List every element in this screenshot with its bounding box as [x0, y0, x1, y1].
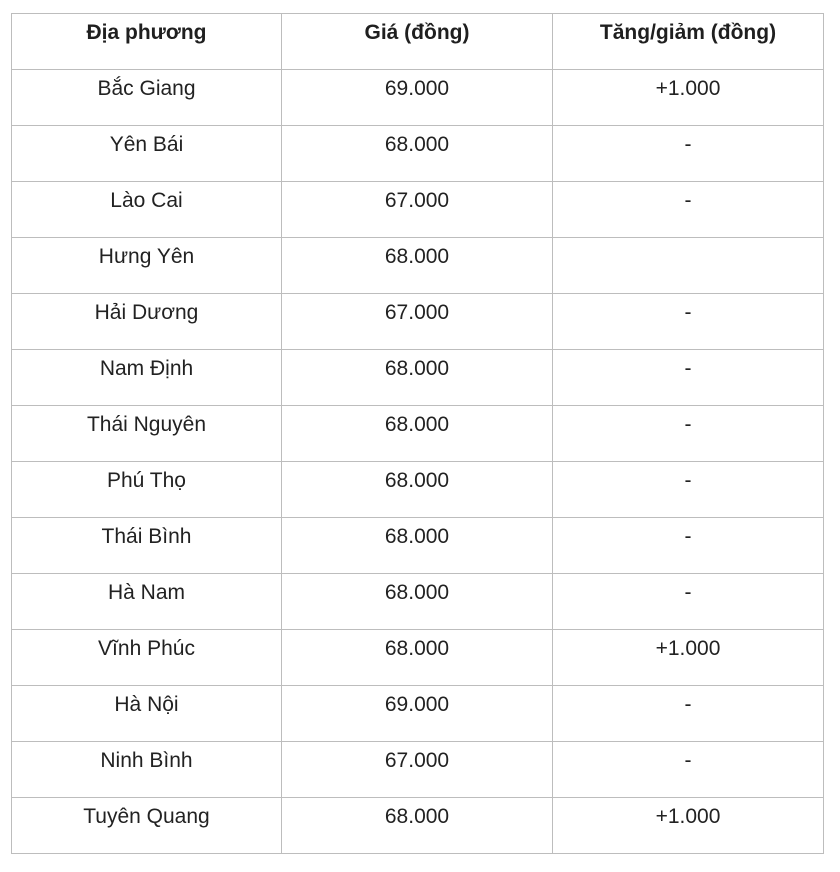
cell-change: [553, 686, 824, 742]
cell-price-text: 67.000: [384, 749, 450, 772]
cell-price: [282, 238, 553, 294]
cell-change: [553, 518, 824, 574]
cell-change: [553, 126, 824, 182]
cell-locality-text: Bắc Giang: [97, 77, 196, 100]
cell-locality: [12, 630, 282, 686]
cell-locality-text: Nam Định: [99, 357, 194, 380]
cell-locality-text: Hải Dương: [94, 301, 199, 324]
cell-locality: [12, 518, 282, 574]
cell-change-text: -: [684, 133, 692, 156]
header-locality-label: Địa phương: [86, 21, 207, 44]
cell-locality: [12, 798, 282, 854]
table-row: [12, 462, 824, 518]
cell-price-text: 68.000: [384, 637, 450, 660]
cell-locality: [12, 686, 282, 742]
table-row: [12, 630, 824, 686]
cell-price-text: 68.000: [384, 525, 450, 548]
table-row: [12, 518, 824, 574]
cell-change: [553, 574, 824, 630]
cell-change: [553, 742, 824, 798]
cell-change-text: +1.000: [655, 805, 721, 828]
price-table-container: [11, 13, 823, 854]
cell-locality: [12, 126, 282, 182]
header-price-label: Giá (đồng): [364, 21, 470, 44]
cell-change: [553, 350, 824, 406]
cell-price-text: 67.000: [384, 301, 450, 324]
cell-locality-text: Thái Bình: [101, 525, 192, 548]
cell-locality-text: Lào Cai: [110, 189, 183, 212]
cell-locality-text: Vĩnh Phúc: [98, 637, 195, 660]
table-row: [12, 294, 824, 350]
cell-change: [553, 238, 824, 294]
price-table: [11, 13, 824, 854]
cell-change-text: -: [684, 525, 692, 548]
cell-locality-text: Tuyên Quang: [83, 805, 210, 828]
cell-locality-text: Yên Bái: [109, 133, 184, 156]
cell-price: [282, 742, 553, 798]
cell-change: [553, 630, 824, 686]
table-row: [12, 798, 824, 854]
header-change: [553, 14, 824, 70]
header-change-label: Tăng/giảm (đồng): [599, 21, 777, 44]
cell-locality: [12, 406, 282, 462]
cell-change-text: [553, 238, 823, 246]
cell-locality: [12, 182, 282, 238]
cell-price: [282, 406, 553, 462]
cell-locality: [12, 462, 282, 518]
cell-locality-text: Hưng Yên: [98, 245, 195, 268]
cell-price: [282, 70, 553, 126]
cell-locality: [12, 294, 282, 350]
cell-change: [553, 182, 824, 238]
table-row: [12, 238, 824, 294]
cell-locality-text: Hà Nội: [114, 693, 179, 716]
table-body: [12, 70, 824, 854]
table-row: [12, 742, 824, 798]
cell-price-text: 68.000: [384, 357, 450, 380]
cell-price-text: 68.000: [384, 805, 450, 828]
table-row: [12, 686, 824, 742]
cell-price-text: 68.000: [384, 581, 450, 604]
table-row: [12, 574, 824, 630]
cell-price: [282, 798, 553, 854]
cell-locality-text: Ninh Bình: [100, 749, 193, 772]
cell-price-text: 69.000: [384, 693, 450, 716]
cell-price: [282, 294, 553, 350]
table-row: [12, 182, 824, 238]
table-row: [12, 406, 824, 462]
cell-change-text: -: [684, 581, 692, 604]
cell-locality: [12, 238, 282, 294]
cell-price: [282, 182, 553, 238]
cell-change: [553, 294, 824, 350]
cell-locality-text: Hà Nam: [107, 581, 186, 604]
cell-locality-text: Thái Nguyên: [86, 413, 207, 436]
cell-price: [282, 126, 553, 182]
cell-change-text: -: [684, 469, 692, 492]
cell-price: [282, 518, 553, 574]
header-locality: [12, 14, 282, 70]
cell-price-text: 68.000: [384, 469, 450, 492]
cell-locality: [12, 70, 282, 126]
cell-change-text: -: [684, 749, 692, 772]
cell-price-text: 68.000: [384, 133, 450, 156]
cell-change: [553, 70, 824, 126]
table-row: [12, 126, 824, 182]
cell-price: [282, 462, 553, 518]
table-row: [12, 70, 824, 126]
table-header: [12, 14, 824, 70]
cell-price: [282, 630, 553, 686]
cell-change: [553, 462, 824, 518]
cell-change-text: -: [684, 357, 692, 380]
cell-locality: [12, 574, 282, 630]
cell-price-text: 67.000: [384, 189, 450, 212]
cell-locality: [12, 350, 282, 406]
cell-locality-text: Phú Thọ: [106, 469, 186, 492]
cell-change-text: +1.000: [655, 637, 721, 660]
header-price: [282, 14, 553, 70]
cell-price-text: 68.000: [384, 245, 450, 268]
cell-change: [553, 406, 824, 462]
cell-price: [282, 574, 553, 630]
cell-change-text: -: [684, 189, 692, 212]
table-row: [12, 350, 824, 406]
cell-change-text: +1.000: [655, 77, 721, 100]
cell-locality: [12, 742, 282, 798]
cell-price-text: 68.000: [384, 413, 450, 436]
cell-change-text: -: [684, 693, 692, 716]
cell-change: [553, 798, 824, 854]
cell-change-text: -: [684, 413, 692, 436]
cell-price: [282, 686, 553, 742]
cell-price-text: 69.000: [384, 77, 450, 100]
cell-change-text: -: [684, 301, 692, 324]
cell-price: [282, 350, 553, 406]
header-row: [12, 14, 824, 70]
